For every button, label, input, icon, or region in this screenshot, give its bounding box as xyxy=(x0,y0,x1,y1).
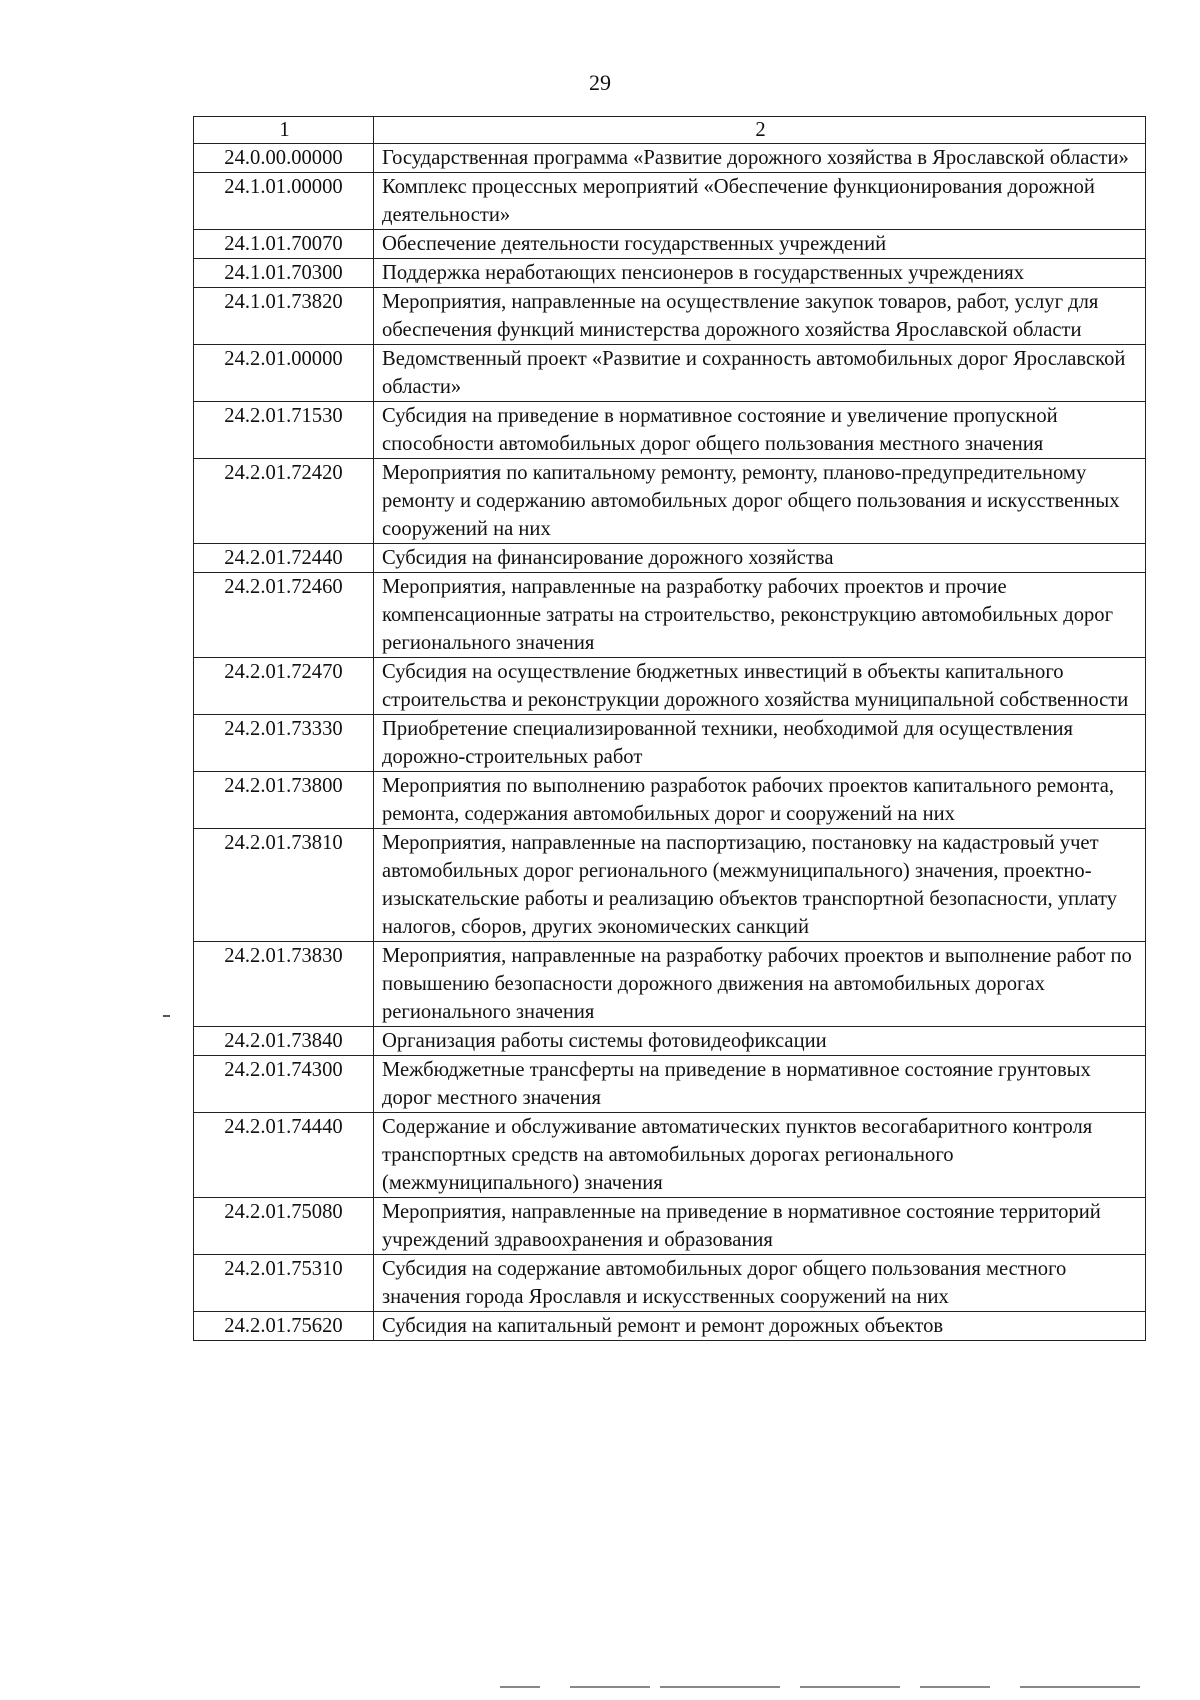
row-code: 24.2.01.72440 xyxy=(194,544,374,573)
row-name: Ведомственный проект «Развитие и сохранность автомобильных дорог Ярославской области» xyxy=(374,345,1146,402)
table-body xyxy=(194,117,1146,1341)
table-row xyxy=(194,544,1146,573)
row-code: 24.2.01.72420 xyxy=(194,459,374,544)
scan-mark xyxy=(163,1015,170,1017)
table-row xyxy=(194,1198,1146,1255)
table-row xyxy=(194,173,1146,230)
table-row xyxy=(194,144,1146,173)
table-row xyxy=(194,259,1146,288)
row-code: 24.2.01.74300 xyxy=(194,1056,374,1113)
row-name: Субсидия на приведение в нормативное состояние и увеличение пропускной способности автомобильных дорог общего пользования местного значения xyxy=(374,402,1146,459)
row-code: 24.1.01.73820 xyxy=(194,288,374,345)
row-name: Обеспечение деятельности государственных учреждений xyxy=(374,230,1146,259)
row-code: 24.2.01.73800 xyxy=(194,772,374,829)
row-code: 24.2.01.72470 xyxy=(194,658,374,715)
row-name: Мероприятия по капитальному ремонту, ремонту, планово-предупредительному ремонту и содержанию автомобильных дорог общего пользования и искусственных сооружений на них xyxy=(374,459,1146,544)
row-name: Мероприятия, направленные на приведение в нормативное состояние территорий учреждений здравоохранения и образования xyxy=(374,1198,1146,1255)
row-code: 24.1.01.00000 xyxy=(194,173,374,230)
row-code: 24.2.01.73830 xyxy=(194,942,374,1027)
table-header-row xyxy=(194,117,1146,144)
page-number: 29 xyxy=(589,70,611,95)
table-row xyxy=(194,402,1146,459)
table-row xyxy=(194,772,1146,829)
row-code: 24.2.01.73330 xyxy=(194,715,374,772)
table-row xyxy=(194,345,1146,402)
row-code: 24.2.01.72460 xyxy=(194,573,374,658)
row-name: Субсидия на капитальный ремонт и ремонт дорожных объектов xyxy=(374,1312,1146,1341)
row-code: 24.2.01.71530 xyxy=(194,402,374,459)
column-header-code: 1 xyxy=(194,117,374,144)
row-name: Поддержка неработающих пенсионеров в государственных учреждениях xyxy=(374,259,1146,288)
table-row xyxy=(194,1027,1146,1056)
row-code: 24.2.01.75080 xyxy=(194,1198,374,1255)
table-row xyxy=(194,459,1146,544)
row-name: Комплекс процессных мероприятий «Обеспечение функционирования дорожной деятельности» xyxy=(374,173,1146,230)
table-row xyxy=(194,658,1146,715)
row-name: Мероприятия по выполнению разработок рабочих проектов капитального ремонта, ремонта, содержания автомобильных дорог и сооружений на них xyxy=(374,772,1146,829)
column-header-name: 2 xyxy=(374,117,1146,144)
table-row xyxy=(194,1113,1146,1198)
row-code: 24.0.00.00000 xyxy=(194,144,374,173)
table-row xyxy=(194,1255,1146,1312)
table-row xyxy=(194,288,1146,345)
budget-classification-table xyxy=(193,116,1146,1341)
row-code: 24.2.01.73810 xyxy=(194,829,374,942)
row-code: 24.2.01.73840 xyxy=(194,1027,374,1056)
row-name: Субсидия на осуществление бюджетных инвестиций в объекты капитального строительства и реконструкции дорожного хозяйства муниципальной собственности xyxy=(374,658,1146,715)
row-name: Содержание и обслуживание автоматических пунктов весогабаритного контроля транспортных средств на автомобильных дорогах регионального (межмуниципального) значения xyxy=(374,1113,1146,1198)
table-row xyxy=(194,230,1146,259)
footer-scan-rules xyxy=(500,1686,1140,1692)
row-name: Мероприятия, направленные на паспортизацию, постановку на кадастровый учет автомобильных дорог регионального (межмуниципального) значения, проектно-изыскательские работы и реализацию объектов транспортной безопасности, уплату налогов, сборов, других экономических санкций xyxy=(374,829,1146,942)
table-row xyxy=(194,715,1146,772)
row-code: 24.2.01.75620 xyxy=(194,1312,374,1341)
row-code: 24.2.01.00000 xyxy=(194,345,374,402)
row-code: 24.1.01.70070 xyxy=(194,230,374,259)
row-name: Приобретение специализированной техники, необходимой для осуществления дорожно-строительных работ xyxy=(374,715,1146,772)
table-row xyxy=(194,1056,1146,1113)
row-name: Межбюджетные трансферты на приведение в нормативное состояние грунтовых дорог местного значения xyxy=(374,1056,1146,1113)
row-name: Организация работы системы фотовидеофиксации xyxy=(374,1027,1146,1056)
row-code: 24.2.01.75310 xyxy=(194,1255,374,1312)
row-name: Мероприятия, направленные на разработку рабочих проектов и прочие компенсационные затраты на строительство, реконструкцию автомобильных дорог регионального значения xyxy=(374,573,1146,658)
row-code: 24.1.01.70300 xyxy=(194,259,374,288)
row-name: Мероприятия, направленные на разработку рабочих проектов и выполнение работ по повышению безопасности дорожного движения на автомобильных дорогах регионального значения xyxy=(374,942,1146,1027)
table-row xyxy=(194,573,1146,658)
row-code: 24.2.01.74440 xyxy=(194,1113,374,1198)
table-row xyxy=(194,829,1146,942)
table-row xyxy=(194,1312,1146,1341)
row-name: Субсидия на содержание автомобильных дорог общего пользования местного значения города Ярославля и искусственных сооружений на них xyxy=(374,1255,1146,1312)
row-name: Мероприятия, направленные на осуществление закупок товаров, работ, услуг для обеспечения функций министерства дорожного хозяйства Ярославской области xyxy=(374,288,1146,345)
row-name: Государственная программа «Развитие дорожного хозяйства в Ярославской области» xyxy=(374,144,1146,173)
table-row xyxy=(194,942,1146,1027)
row-name: Субсидия на финансирование дорожного хозяйства xyxy=(374,544,1146,573)
